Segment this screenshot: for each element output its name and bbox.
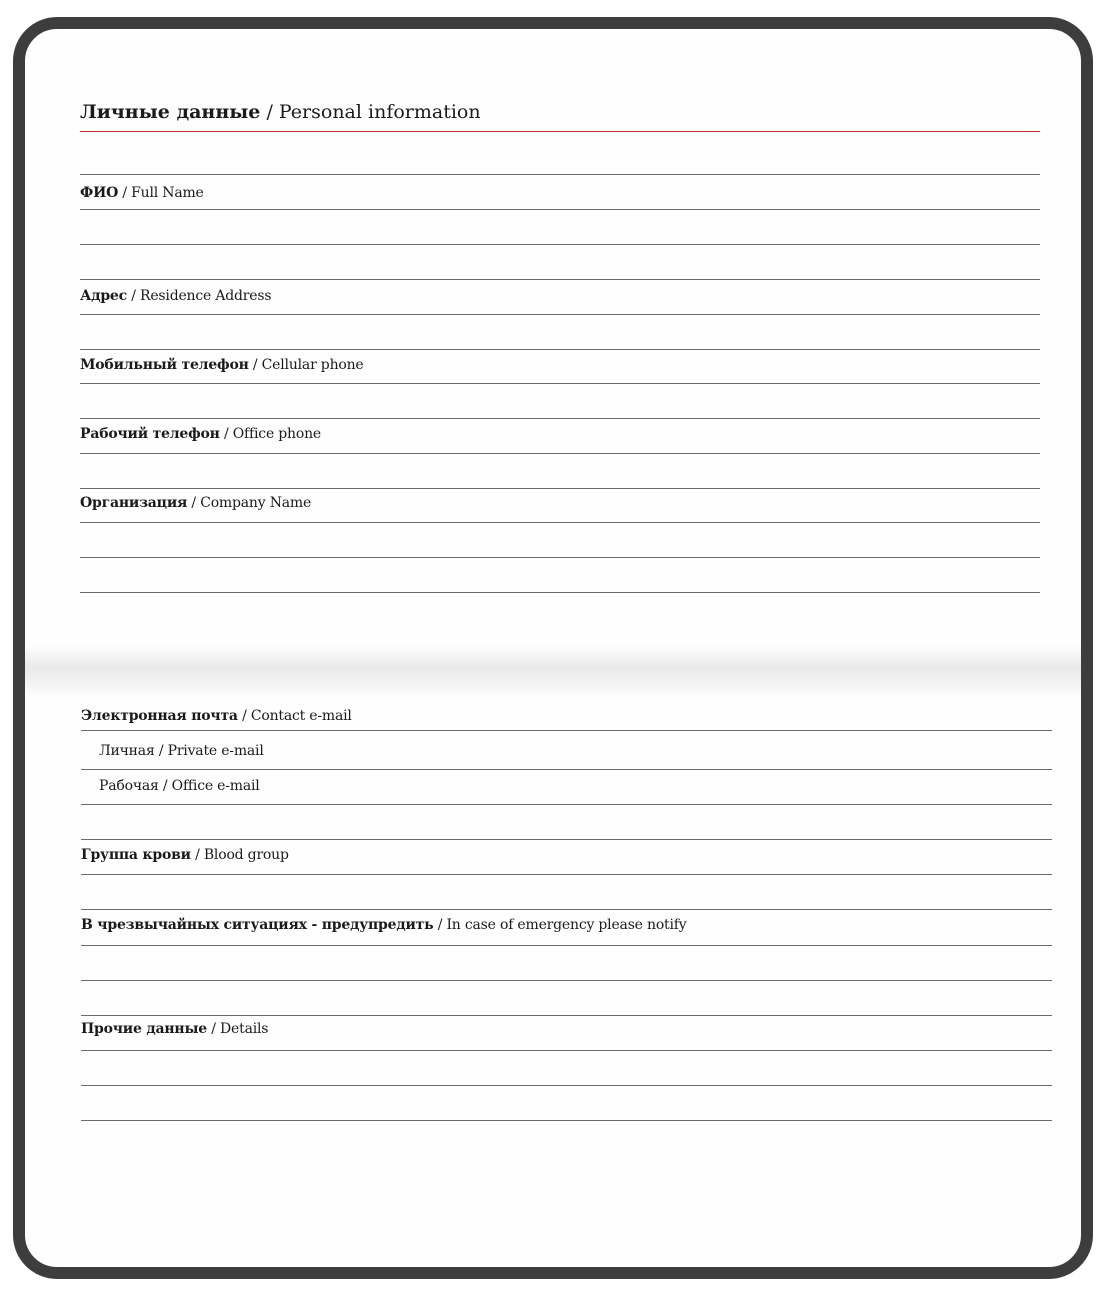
title-underline	[80, 131, 1040, 132]
writing-line[interactable]	[81, 945, 1052, 946]
cell-phone-label-ru: Мобильный телефон	[80, 357, 249, 373]
writing-line[interactable]	[81, 980, 1052, 981]
email-label-en: / Contact e-mail	[242, 708, 352, 724]
full-name-label	[80, 185, 204, 201]
emergency-label-en: / In case of emergency please notify	[437, 917, 687, 933]
writing-line[interactable]	[81, 1050, 1052, 1051]
writing-line[interactable]	[80, 244, 1040, 245]
address-label-ru: Адрес	[80, 288, 127, 304]
office-phone-label	[80, 426, 321, 442]
emergency-label-ru: В чрезвычайных ситуациях - предупредить	[81, 917, 434, 933]
page-title-ru: Личные данные	[80, 101, 261, 123]
company-label-ru: Организация	[80, 495, 188, 511]
full-name-label-en: / Full Name	[122, 185, 204, 201]
blood-group-label	[81, 847, 289, 863]
writing-line[interactable]	[80, 418, 1040, 419]
writing-line[interactable]	[81, 909, 1052, 910]
writing-line[interactable]	[81, 1085, 1052, 1086]
email-label-ru: Электронная почта	[81, 708, 238, 724]
page-title	[80, 101, 481, 123]
page-title-en: / Personal information	[266, 101, 481, 123]
details-label	[81, 1021, 268, 1037]
address-label-en: / Residence Address	[131, 288, 272, 304]
company-label	[80, 495, 311, 511]
blood-group-label-ru: Группа крови	[81, 847, 191, 863]
office-phone-label-en: / Office phone	[224, 426, 321, 442]
writing-line[interactable]	[80, 557, 1040, 558]
writing-line[interactable]	[80, 349, 1040, 350]
email-label	[81, 708, 352, 724]
full-name-label-ru: ФИО	[80, 185, 119, 201]
private-email-label: Личная / Private e-mail	[99, 743, 264, 759]
writing-line[interactable]	[81, 1120, 1052, 1121]
writing-line[interactable]	[80, 522, 1040, 523]
writing-line[interactable]	[81, 1015, 1052, 1016]
writing-line[interactable]	[80, 279, 1040, 280]
writing-line[interactable]	[81, 839, 1052, 840]
emergency-label	[81, 917, 686, 933]
page-fold-shadow	[25, 645, 1081, 697]
writing-line[interactable]	[81, 874, 1052, 875]
writing-line[interactable]	[80, 592, 1040, 593]
address-label	[80, 288, 271, 304]
writing-line[interactable]	[80, 209, 1040, 210]
cell-phone-label-en: / Cellular phone	[252, 357, 364, 373]
writing-line[interactable]	[81, 730, 1052, 731]
details-label-ru: Прочие данные	[81, 1021, 207, 1037]
writing-line[interactable]	[81, 769, 1052, 770]
writing-line[interactable]	[80, 383, 1040, 384]
writing-line[interactable]	[80, 488, 1040, 489]
cell-phone-label	[80, 357, 364, 373]
writing-line[interactable]	[80, 314, 1040, 315]
blood-group-label-en: / Blood group	[195, 847, 289, 863]
writing-line[interactable]	[80, 174, 1040, 175]
writing-line[interactable]	[80, 453, 1040, 454]
details-label-en: / Details	[211, 1021, 269, 1037]
office-phone-label-ru: Рабочий телефон	[80, 426, 220, 442]
company-label-en: / Company Name	[191, 495, 312, 511]
writing-line[interactable]	[81, 804, 1052, 805]
office-email-label: Рабочая / Office e-mail	[99, 778, 260, 794]
notebook-page	[13, 17, 1093, 1279]
